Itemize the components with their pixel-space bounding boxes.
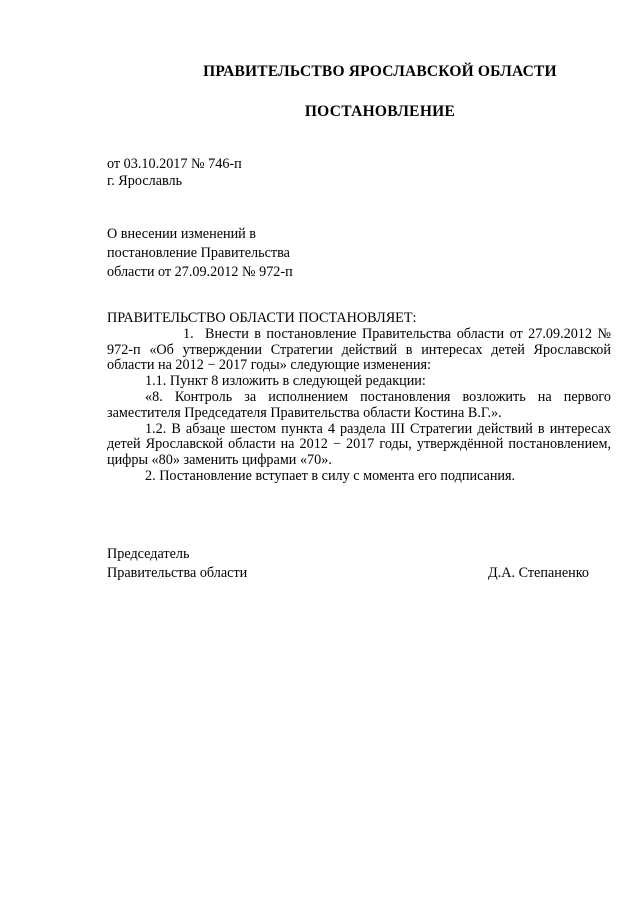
resolution-heading: ПРАВИТЕЛЬСТВО ОБЛАСТИ ПОСТАНОВЛЯЕТ: [107, 310, 417, 326]
signatory-name: Д.А. Степаненко [488, 565, 589, 581]
city: г. Ярославль [107, 173, 183, 189]
signatory-position-line-2: Правительства области [107, 565, 248, 581]
item-1-2: 1.2. В абзаце шестом пункта 4 раздела III Стратегии действий в интересах детей Ярославской области на 2012 − 2017 годы, утверждённой постановлением, цифры «80» заменить цифрами «70». [107, 420, 611, 469]
document-body [107, 311, 611, 485]
document-type-title: ПОСТАНОВЛЕНИЕ [304, 103, 456, 120]
subject-line-1: О внесении изменений в [107, 226, 257, 242]
document-meta [107, 156, 242, 190]
subject-line-3: области от 27.09.2012 № 972-п [107, 264, 293, 280]
signature-block [107, 545, 611, 583]
item-1 [107, 327, 611, 374]
government-title: ПРАВИТЕЛЬСТВО ЯРОСЛАВСКОЙ ОБЛАСТИ [203, 63, 557, 80]
item-2: 2. Постановление вступает в силу с момента его подписания. [145, 467, 516, 484]
item-1-number: 1. [183, 325, 194, 342]
document-subject [107, 225, 293, 282]
item-1-1-quote: «8. Контроль за исполнением постановления возложить на первого заместителя Председателя Правительства области Костина В.Г.». [107, 388, 611, 421]
item-1-1: 1.1. Пункт 8 изложить в следующей редакции: [145, 373, 426, 390]
subject-line-2: постановление Правительства [107, 245, 290, 261]
item-1-text: Внести в постановление Правительства области от 27.09.2012 № 972-п «Об утверждении Стратегии действий в интересах детей Ярославской области на 2012 − 2017 годы» следующие изменения: [107, 325, 611, 374]
date-number: от 03.10.2017 № 746-п [107, 156, 242, 172]
signatory-position-line-1: Председатель [107, 546, 190, 562]
